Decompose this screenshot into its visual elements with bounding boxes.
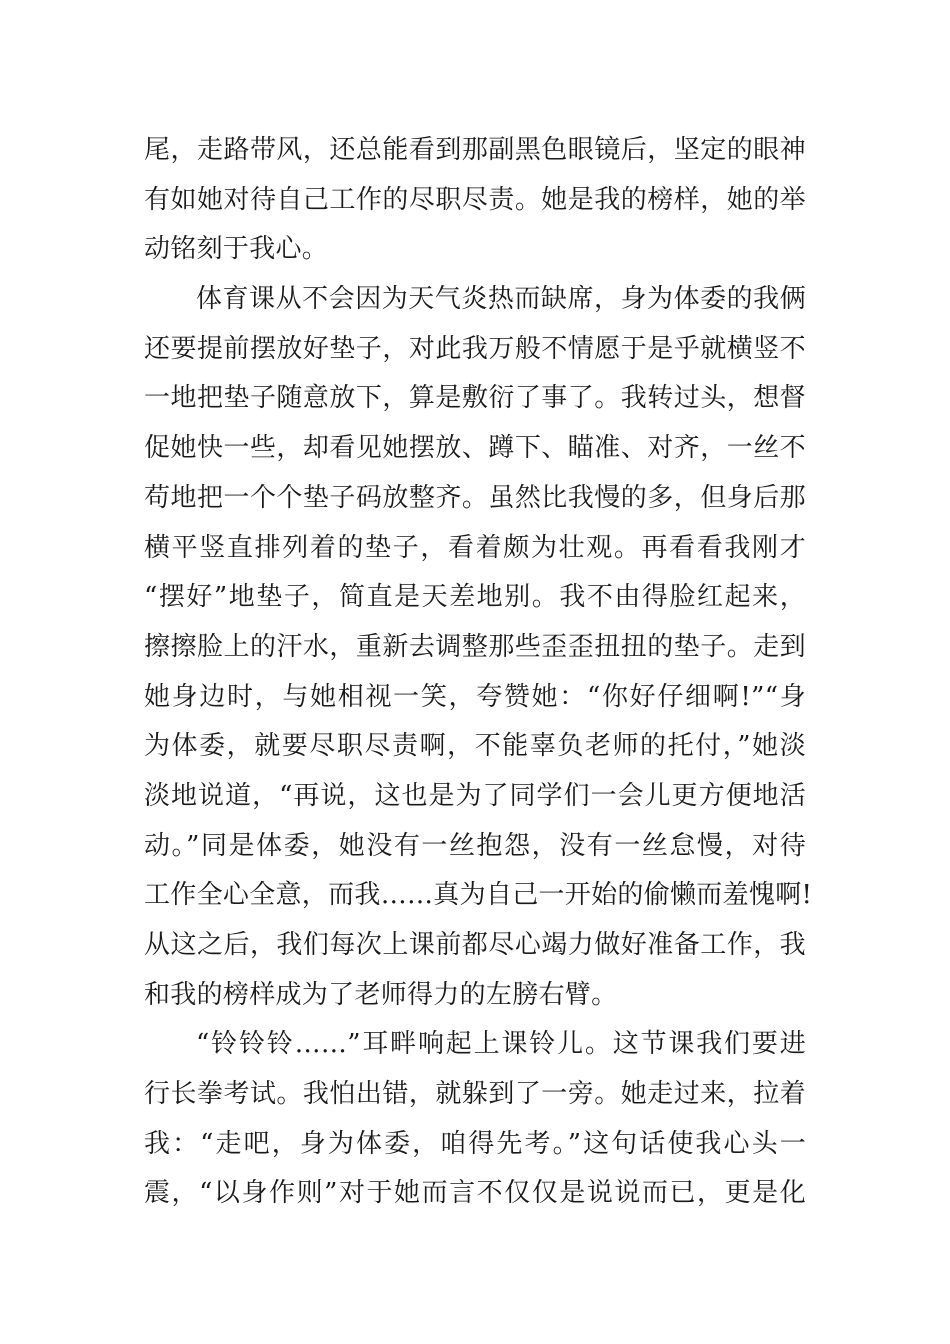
text-line: 有如她对待自己工作的尽职尽责。她是我的榜样，她的举 — [144, 184, 806, 215]
text-line: 动铭刻于我心。 — [144, 234, 329, 265]
text-line: 为体委，就要尽职尽责啊，不能辜负老师的托付，”她淡 — [144, 731, 806, 762]
text-line: 我：“走吧，身为体委，咱得先考。”这句话使我心头一 — [144, 1128, 806, 1159]
text-line: 工作全心全意，而我……真为自己一开始的偷懒而羞愧啊! — [144, 880, 813, 911]
text-line: “铃铃铃……”耳畔响起上课铃儿。这节课我们要进 — [196, 1029, 806, 1060]
text-line: 促她快一些，却看见她摆放、蹲下、瞄准、对齐，一丝不 — [144, 433, 806, 464]
text-line: 横平竖直排列着的垫子，看着颇为壮观。再看看我刚才 — [144, 532, 806, 563]
text-line: 一地把垫子随意放下，算是敷衍了事了。我转过头，想督 — [144, 383, 806, 414]
text-body — [144, 126, 813, 1219]
text-line: 和我的榜样成为了老师得力的左膀右臂。 — [144, 979, 618, 1010]
text-line: 行长拳考试。我怕出错，就躲到了一旁。她走过来，拉着 — [144, 1079, 806, 1110]
text-line: 震，“以身作则”对于她而言不仅仅是说说而已，更是化 — [144, 1178, 806, 1209]
text-line: 动。”同是体委，她没有一丝抱怨，没有一丝怠慢，对待 — [144, 830, 806, 861]
text-line: 苟地把一个个垫子码放整齐。虽然比我慢的多，但身后那 — [144, 482, 806, 513]
text-line: 还要提前摆放好垫子，对此我万般不情愿于是乎就横竖不 — [144, 333, 806, 364]
text-line: 淡地说道，“再说，这也是为了同学们一会儿更方便地活 — [144, 780, 806, 811]
text-line: 她身边时，与她相视一笑，夸赞她：“你好仔细啊!”“身 — [144, 681, 806, 712]
text-line: “摆好”地垫子，简直是天差地别。我不由得脸红起来， — [144, 582, 806, 613]
text-line: 从这之后，我们每次上课前都尽心竭力做好准备工作，我 — [144, 930, 806, 960]
text-line: 体育课从不会因为天气炎热而缺席，身为体委的我俩 — [196, 284, 806, 315]
text-line: 尾，走路带风，还总能看到那副黑色眼镜后，坚定的眼神 — [144, 135, 806, 165]
text-line: 擦擦脸上的汗水，重新去调整那些歪歪扭扭的垫子。走到 — [144, 631, 806, 662]
